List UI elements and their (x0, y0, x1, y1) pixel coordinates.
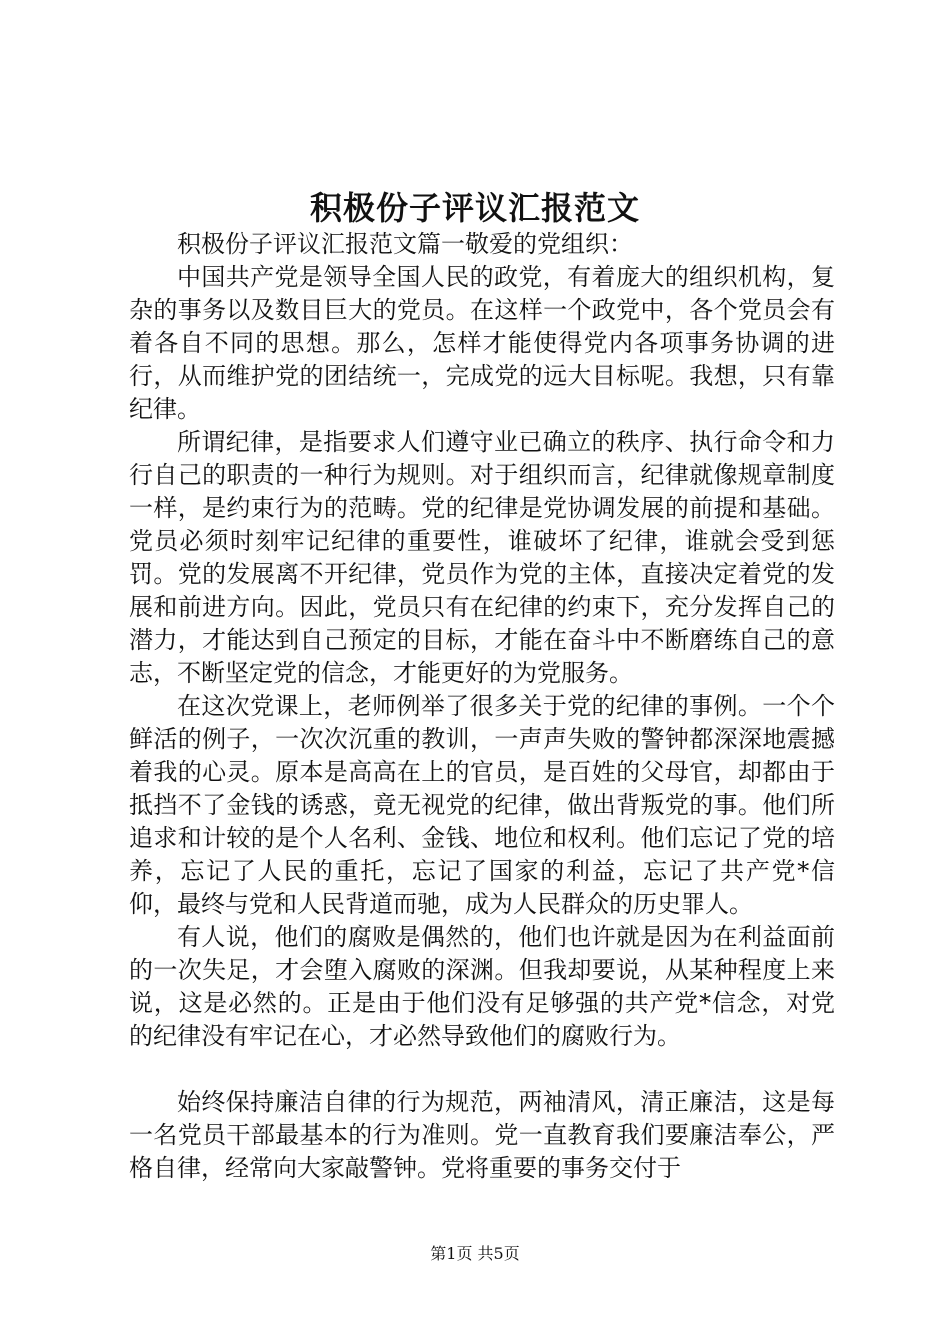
paragraph-5: 始终保持廉洁自律的行为规范，两袖清风，清正廉洁，这是每一名党员干部最基本的行为准则。党一直教育我们要廉洁奉公，严格自律，经常向大家敲警钟。党将重要的事务交付于 (129, 1088, 835, 1182)
paragraph-3: 在这次党课上，老师例举了很多关于党的纪律的事例。一个个鲜活的例子，一次次沉重的教训，一声声失败的警钟都深深地震撼着我的心灵。原本是高高在上的官员，是百姓的父母官，却都由于抵挡不了金钱的诱惑，竟无视党的纪律，做出背叛党的事。他们所追求和计较的是个人名利、金钱、地位和权利。他们忘记了党的培养，忘记了人民的重托，忘记了国家的利益，忘记了共产党*信仰，最终与党和人民背道而驰，成为人民群众的历史罪人。 (129, 692, 835, 918)
document-body (129, 228, 835, 1185)
document-title: 积极份子评议汇报范文 (309, 189, 640, 227)
paragraph-2: 所谓纪律，是指要求人们遵守业已确立的秩序、执行命令和力行自己的职责的一种行为规则。对于组织而言，纪律就像规章制度一样，是约束行为的范畴。党的纪律是党协调发展的前提和基础。党员必须时刻牢记纪律的重要性，谁破坏了纪律，谁就会受到惩罚。党的发展离不开纪律，党员作为党的主体，直接决定着党的发展和前进方向。因此，党员只有在纪律的约束下，充分发挥自己的潜力，才能达到自己预定的目标，才能在奋斗中不断磨练自己的意志，不断坚定党的信念，才能更好的为党服务。 (129, 428, 835, 687)
paragraph-salutation: 积极份子评议汇报范文篇一敬爱的党组织： (177, 230, 633, 258)
page-footer: 第1页 共5页 (430, 1244, 520, 1263)
paragraph-1: 中国共产党是领导全国人民的政党，有着庞大的组织机构，复杂的事务以及数目巨大的党员。在这样一个政党中，各个党员会有着各自不同的思想。那么，怎样才能使得党内各项事务协调的进行，从而维护党的团结统一，完成党的远大目标呢。我想，只有靠纪律。 (129, 263, 835, 423)
blank-line (129, 1053, 835, 1086)
paragraph-4: 有人说，他们的腐败是偶然的，他们也许就是因为在利益面前的一次失足，才会堕入腐败的深渊。但我却要说，从某种程度上来说，这是必然的。正是由于他们没有足够强的共产党*信念，对党的纪律没有牢记在心，才必然导致他们的腐败行为。 (129, 923, 835, 1050)
